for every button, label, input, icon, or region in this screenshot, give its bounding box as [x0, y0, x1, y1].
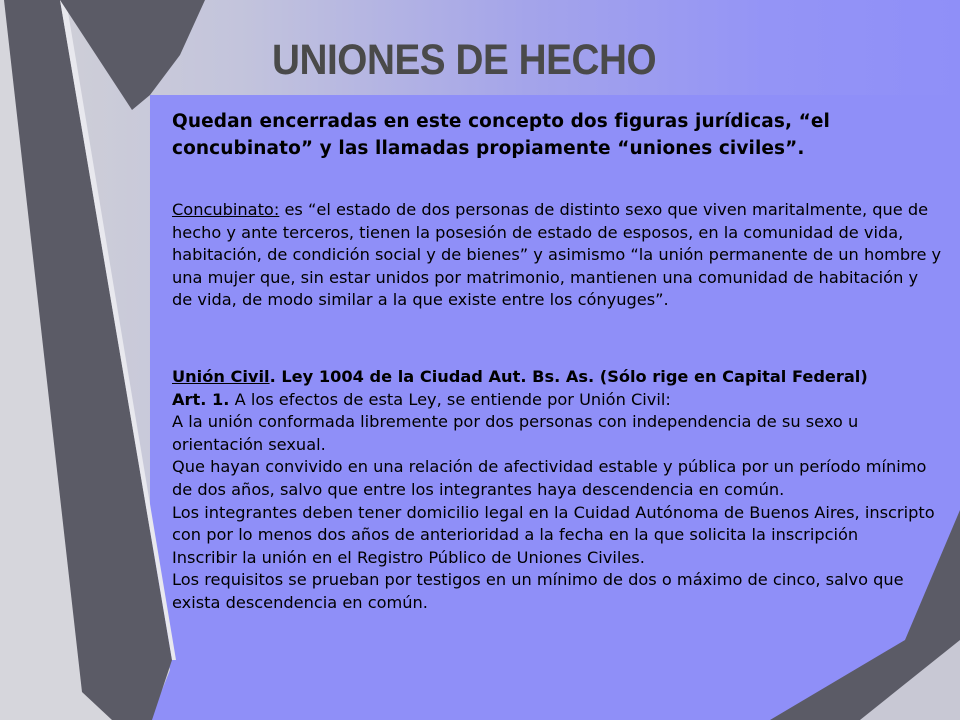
requirement-line: Los integrantes deben tener domicilio legal en la Cuidad Autónoma de Buenos Aires, inscripto con por lo menos dos años de anterioridad a la fecha en la que solicita la inscripción	[172, 502, 935, 545]
slide-title: UNIONES DE HECHO	[272, 36, 657, 84]
union-civil-heading	[172, 366, 942, 389]
union-civil-term: Unión Civil	[172, 367, 270, 386]
article-label: Art. 1.	[172, 389, 230, 409]
article-line	[172, 389, 942, 412]
concubinato-text: es “el estado de dos personas de distinto sexo que viven maritalmente, que de hecho y ante terceros, tienen la posesión de estado de esposos, en la comunidad de vida, habitación, de condición social y de bienes” y asimismo “la unión permanente de un hombre y una mujer que, sin estar unidos por matrimonio, mantienen una comunidad de habitación y de vida, de modo similar a la que existe entre los cónyuges”.	[172, 200, 942, 310]
union-civil-section	[172, 366, 942, 615]
union-civil-heading-text: . Ley 1004 de la Ciudad Aut. Bs. As. (Sólo rige en Capital Federal)	[269, 367, 868, 386]
requirement-line: A la unión conformada libremente por dos personas con independencia de su sexo u orientación sexual.	[172, 412, 859, 454]
concubinato-paragraph	[172, 199, 942, 312]
requirement-line: Que hayan convivido en una relación de afectividad estable y pública por un período mínimo de dos años, salvo que entre los integrantes haya descendencia en común.	[172, 457, 927, 499]
concubinato-term: Concubinato:	[172, 200, 280, 219]
requirement-line: Los requisitos se prueban por testigos en un mínimo de dos o máximo de cinco, salvo que exista descendencia en común.	[172, 570, 904, 612]
article-text: A los efectos de esta Ley, se entiende por Unión Civil:	[229, 389, 671, 409]
requirement-line: Inscribir la unión en el Registro Público de Uniones Civiles.	[172, 547, 645, 567]
intro-paragraph: Quedan encerradas en este concepto dos figuras jurídicas, “el concubinato” y las llamadas propiamente “uniones civiles”.	[172, 111, 830, 159]
